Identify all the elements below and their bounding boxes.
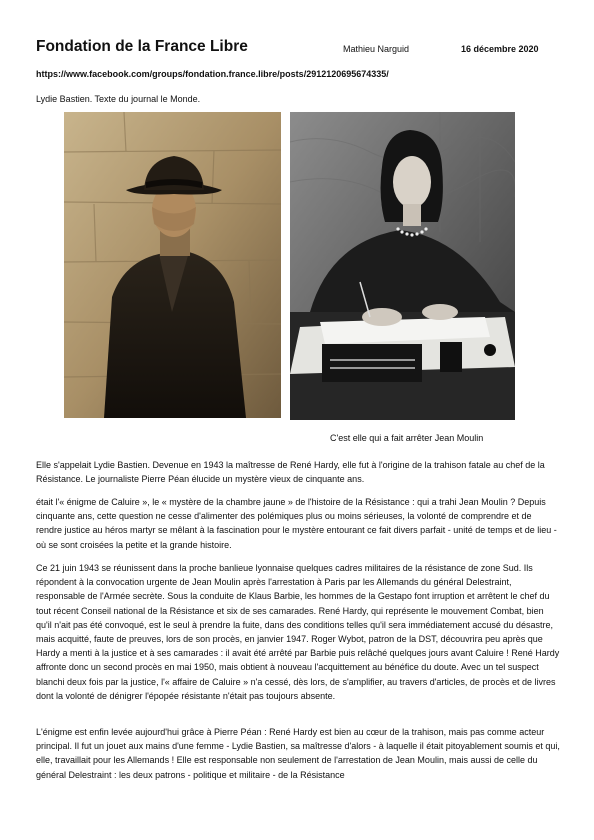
photo-woman-portrait-image (290, 112, 515, 420)
document-title: Fondation de la France Libre (36, 38, 248, 55)
photo-man-portrait (64, 112, 281, 418)
photo-man-portrait-image (64, 112, 281, 418)
author-name: Mathieu Narguid (343, 44, 410, 54)
article-paragraph-2: Ce 21 juin 1943 se réunissent dans la proche banlieue lyonnaise quelques cadres militaires de la résistance de zone Sud. Ils répondent à la convocation urgente de Jean Moulin après l'arrestation à Paris par les Allemands du général Delestraint, responsable de l'Armée secrète. Sous la conduite de Klaus Barbie, les hommes de la Gestapo font irruption et arrêtent le chef du tout récent Conseil national de la Résistance et six de ses camarades. René Hardy, qui représente le mouvement Combat, bien qu'il n'ait pas été convoqué, est le seul à prendre la fuite, dans des conditions telles qu'il sera immédiatement accusé du désastre, mais acquitté, faute de preuves, lors de son procès, en janvier 1947. Roger Wybot, patron de la DST, découvrira peu après que Hardy a menti à la justice et à ses camarades : il avait été arrêté par Barbie puis relâché quelques jours avant Caluire ! René Hardy affronte donc un second procès en mai 1950, mais obtient à nouveau l'acquittement au bénéfice du doute. Avec un tel suspect blanchi deux fois par la justice, l'« affaire de Caluire » n'a cessé, dès lors, de s'amplifier, au travers d'articles, de procès et de livres dont la volonté de dénigrer l'épopée résistante n'était pas toujours absente. (36, 563, 560, 701)
article-paragraph-3: L'énigme est enfin levée aujourd'hui grâce à Pierre Péan : René Hardy est bien au cœur de la trahison, mais pas comme acteur principal. Il fut un jouet aux mains d'une femme - Lydie Bastien, sa maîtresse d'alors - à laquelle il était pitoyablement soumis et qui, elle, travaillait pour les Allemands ! Elle est responsable non seulement de l'arrestation de Jean Moulin, mais aussi de celle du général Delestraint : les deux patrons - politique et militaire - de la Résistance (36, 727, 560, 780)
photo-caption: C'est elle qui a fait arrêter Jean Moulin (330, 433, 484, 443)
source-note: Lydie Bastien. Texte du journal le Monde. (36, 94, 201, 104)
article-lead-paragraph: Elle s'appelait Lydie Bastien. Devenue en 1943 la maîtresse de René Hardy, elle fut à l'origine de la trahison fatale au chef de la Résistance. Le journaliste Pierre Péan élucide un mystère vieux de cinquante ans. (36, 460, 545, 485)
photo-woman-portrait (290, 112, 515, 420)
publication-date: 16 décembre 2020 (461, 44, 539, 54)
article-paragraph-1: était l'« énigme de Caluire », le « mystère de la chambre jaune » de l'histoire de la Résistance : qui a trahi Jean Moulin ? Depuis cinquante ans, cette question ne cesse d'alimenter des polémiques plus ou moins sérieuses, la volonté de comprendre et de rendre justice au héros martyr se mêlant à la fascination pour le mystère entourant ce fait divers parfait - unité de temps et de lieu - où se sont croisées la petite et la grande histoire. (36, 497, 557, 550)
source-url-link[interactable]: https://www.facebook.com/groups/fondation.france.libre/posts/2912120695674335/ (36, 69, 389, 79)
